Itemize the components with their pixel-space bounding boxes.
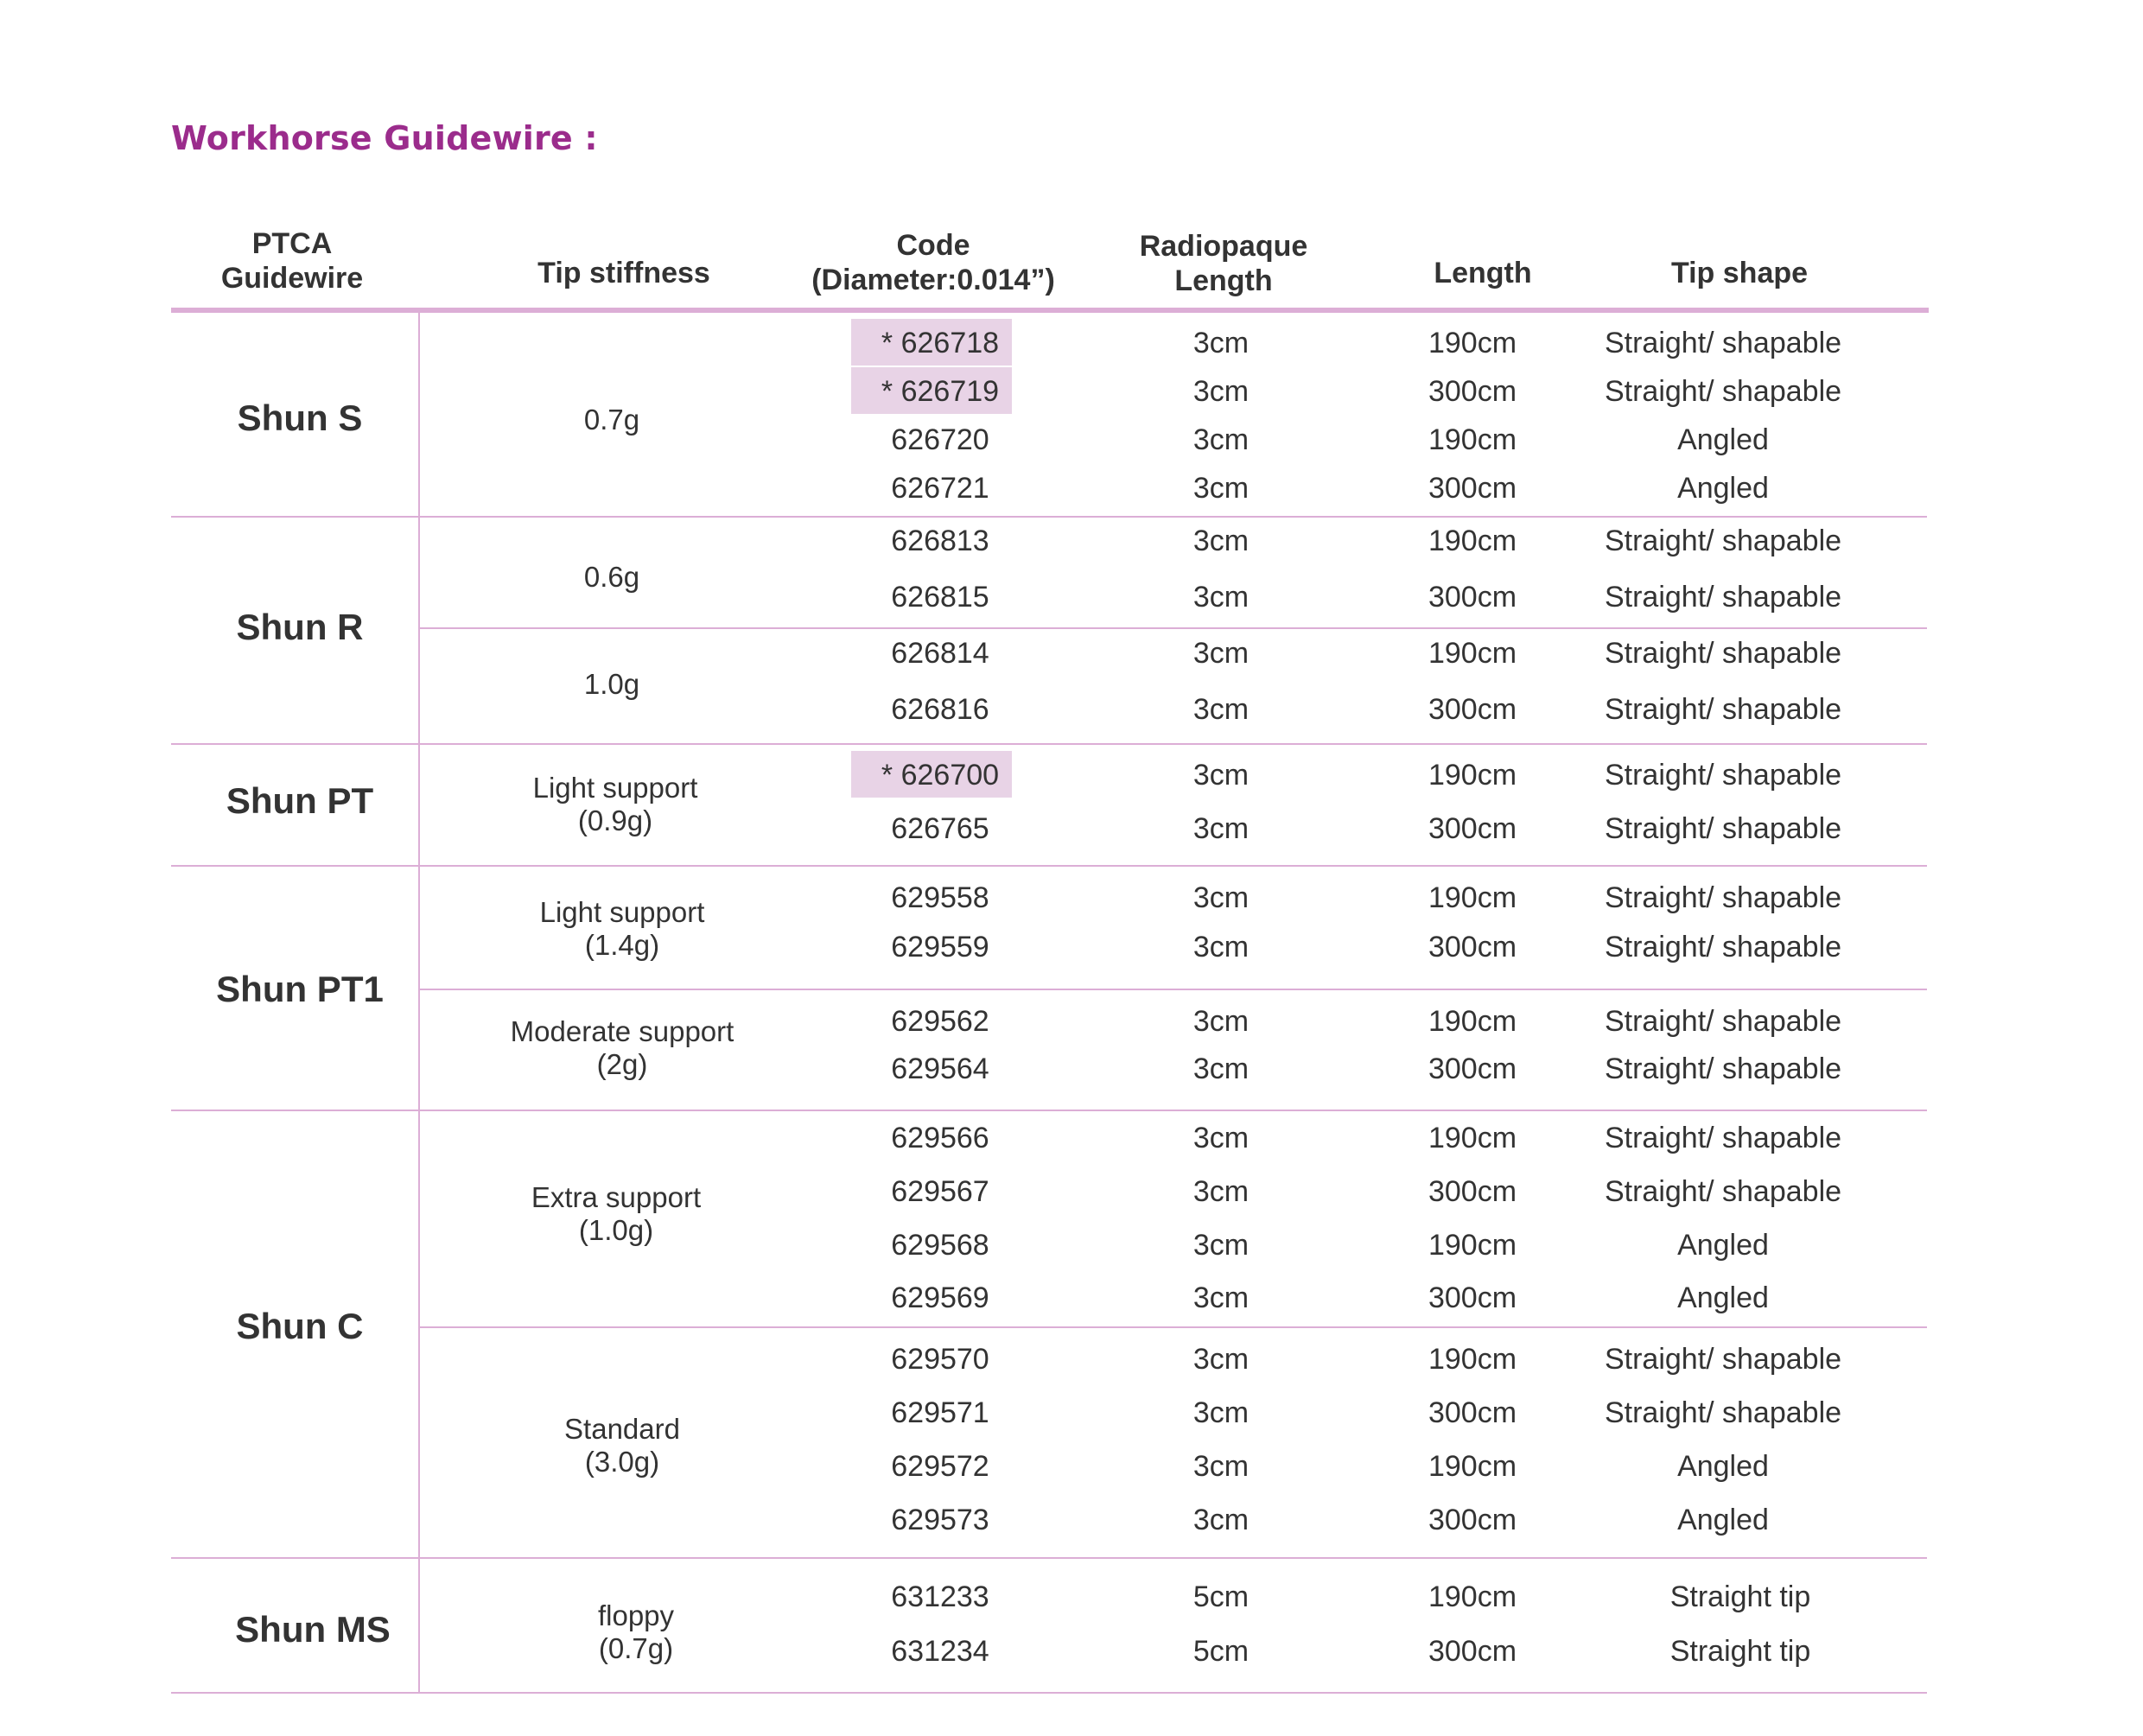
header-radio-line1: Radiopaque: [1139, 230, 1308, 263]
code-cell: 629569: [891, 1281, 989, 1314]
stiffness-line: 1.0g: [583, 668, 640, 700]
header-radio-line2: Length: [1174, 264, 1273, 297]
length-cell: 300cm: [1428, 693, 1517, 726]
tip-shape-cell: Angled: [1677, 423, 1769, 456]
radiopaque-length-cell: 3cm: [1192, 1229, 1250, 1262]
stiffness-line: (2g): [596, 1048, 648, 1080]
tip-shape-cell: Straight/ shapable: [1604, 375, 1842, 408]
code-cell: 626720: [891, 423, 989, 456]
length-cell: 300cm: [1428, 1281, 1517, 1314]
stiffness-line: Extra support: [531, 1181, 702, 1213]
length-cell: 300cm: [1428, 375, 1517, 408]
length-cell: 190cm: [1428, 1005, 1517, 1038]
tip-shape-cell: Straight/ shapable: [1604, 1175, 1842, 1208]
stiffness-line: (3.0g): [584, 1446, 660, 1478]
group-divider: [171, 516, 1927, 518]
stiffness-line: (1.0g): [578, 1214, 654, 1246]
radiopaque-length-cell: 3cm: [1192, 327, 1250, 359]
header-ptca-guidewire: [221, 226, 363, 296]
tip-shape-cell: Straight/ shapable: [1604, 1005, 1842, 1038]
code-cell: 626816: [891, 693, 989, 726]
stiffness-line: (0.7g): [598, 1632, 674, 1664]
header-ptca-line2: Guidewire: [220, 262, 364, 295]
stiffness-line: Moderate support: [510, 1015, 734, 1047]
radiopaque-length-cell: 3cm: [1192, 472, 1250, 505]
model-shun-r: Shun R: [236, 607, 364, 647]
stiffness-line: Light support: [539, 896, 705, 928]
radiopaque-length-cell: 3cm: [1192, 525, 1250, 557]
code-cell: 629567: [891, 1175, 989, 1208]
subgroup-divider: [420, 1326, 1927, 1328]
code-cell: 626721: [891, 472, 989, 505]
radiopaque-length-cell: 3cm: [1192, 637, 1250, 670]
tip-stiffness-shun-ms: [598, 1599, 674, 1665]
tip-stiffness-shun-pt1-1: [540, 896, 705, 962]
code-cell: 629558: [891, 881, 989, 914]
code-cell: * 626718: [881, 327, 1000, 359]
length-cell: 190cm: [1428, 423, 1517, 456]
tip-stiffness-shun-c-2: [564, 1413, 680, 1478]
tip-shape-cell: Straight/ shapable: [1604, 637, 1842, 670]
group-divider: [171, 743, 1927, 745]
radiopaque-length-cell: 3cm: [1192, 1396, 1250, 1429]
radiopaque-length-cell: 3cm: [1192, 1175, 1250, 1208]
group-divider: [171, 1557, 1927, 1559]
length-cell: 300cm: [1428, 1504, 1517, 1536]
stiffness-line: 0.7g: [583, 404, 640, 436]
radiopaque-length-cell: 3cm: [1192, 1450, 1250, 1483]
page-title: Workhorse Guidewire :: [171, 119, 598, 157]
tip-shape-cell: Straight/ shapable: [1604, 525, 1842, 557]
code-cell: 626813: [891, 525, 989, 557]
code-cell: 631234: [891, 1635, 989, 1668]
length-cell: 190cm: [1428, 881, 1517, 914]
stiffness-line: (1.4g): [584, 929, 660, 961]
stiffness-line: (0.9g): [577, 804, 653, 836]
radiopaque-length-cell: 3cm: [1192, 693, 1250, 726]
radiopaque-length-cell: 3cm: [1192, 423, 1250, 456]
model-shun-pt1: Shun PT1: [216, 969, 384, 1009]
tip-shape-cell: Straight/ shapable: [1604, 931, 1842, 963]
tip-shape-cell: Straight/ shapable: [1604, 1122, 1842, 1154]
tip-shape-cell: Angled: [1677, 472, 1769, 505]
length-cell: 190cm: [1428, 1229, 1517, 1262]
subgroup-divider: [420, 989, 1927, 990]
length-cell: 300cm: [1428, 472, 1517, 505]
tip-shape-cell: Straight/ shapable: [1604, 812, 1842, 845]
tip-shape-cell: Straight/ shapable: [1604, 1396, 1842, 1429]
header-length: Length: [1434, 257, 1532, 289]
code-cell: 629572: [891, 1450, 989, 1483]
code-cell: 631233: [891, 1580, 989, 1613]
header-tip-shape: Tip shape: [1670, 257, 1809, 289]
tip-shape-cell: Straight/ shapable: [1604, 881, 1842, 914]
model-shun-ms: Shun MS: [235, 1609, 391, 1650]
tip-shape-cell: Straight/ shapable: [1604, 1343, 1842, 1376]
tip-shape-cell: Straight/ shapable: [1604, 759, 1842, 792]
radiopaque-length-cell: 3cm: [1192, 1052, 1250, 1085]
tip-stiffness-shun-r-1: [584, 561, 639, 594]
code-cell: 626765: [891, 812, 989, 845]
model-shun-c: Shun C: [236, 1306, 364, 1346]
radiopaque-length-cell: 3cm: [1192, 759, 1250, 792]
length-cell: 300cm: [1428, 581, 1517, 614]
column-divider: [418, 313, 420, 1694]
length-cell: 300cm: [1428, 1635, 1517, 1668]
tip-shape-cell: Angled: [1677, 1504, 1769, 1536]
code-cell: 629573: [891, 1504, 989, 1536]
radiopaque-length-cell: 3cm: [1192, 881, 1250, 914]
tip-stiffness-shun-pt: [533, 772, 698, 837]
length-cell: 190cm: [1428, 1450, 1517, 1483]
header-tip-stiffness: Tip stiffness: [537, 257, 710, 289]
length-cell: 300cm: [1428, 812, 1517, 845]
group-divider: [171, 865, 1927, 867]
tip-shape-cell: Angled: [1677, 1450, 1769, 1483]
code-cell: 626814: [891, 637, 989, 670]
tip-shape-cell: Angled: [1677, 1229, 1769, 1262]
code-cell: 629566: [891, 1122, 989, 1154]
tip-shape-cell: Straight tip: [1669, 1580, 1811, 1613]
header-ptca-line1: PTCA: [251, 227, 333, 260]
code-cell: * 626700: [881, 759, 1000, 792]
length-cell: 190cm: [1428, 637, 1517, 670]
radiopaque-length-cell: 3cm: [1192, 1281, 1250, 1314]
tip-shape-cell: Straight/ shapable: [1604, 581, 1842, 614]
code-cell: 629571: [891, 1396, 989, 1429]
radiopaque-length-cell: 5cm: [1192, 1635, 1250, 1668]
header-radiopaque-length: [1140, 229, 1308, 298]
code-cell: 626815: [891, 581, 989, 614]
tip-shape-cell: Angled: [1677, 1281, 1769, 1314]
tip-shape-cell: Straight/ shapable: [1604, 693, 1842, 726]
tip-stiffness-shun-r-2: [584, 668, 639, 701]
radiopaque-length-cell: 5cm: [1192, 1580, 1250, 1613]
radiopaque-length-cell: 3cm: [1192, 1504, 1250, 1536]
length-cell: 300cm: [1428, 1175, 1517, 1208]
model-shun-pt: Shun PT: [226, 780, 374, 821]
radiopaque-length-cell: 3cm: [1192, 1005, 1250, 1038]
code-cell: 629564: [891, 1052, 989, 1085]
header-code-line2: (Diameter:0.014”): [811, 264, 1055, 296]
stiffness-line: 0.6g: [583, 561, 640, 593]
radiopaque-length-cell: 3cm: [1192, 1122, 1250, 1154]
tip-shape-cell: Straight/ shapable: [1604, 327, 1842, 359]
code-cell: 629568: [891, 1229, 989, 1262]
header-rule: [171, 308, 1929, 313]
code-cell: 629559: [891, 931, 989, 963]
length-cell: 300cm: [1428, 931, 1517, 963]
tip-shape-cell: Straight tip: [1669, 1635, 1811, 1668]
tip-shape-cell: Straight/ shapable: [1604, 1052, 1842, 1085]
radiopaque-length-cell: 3cm: [1192, 581, 1250, 614]
code-cell: 629562: [891, 1005, 989, 1038]
length-cell: 190cm: [1428, 327, 1517, 359]
model-shun-s: Shun S: [237, 397, 363, 438]
length-cell: 190cm: [1428, 1580, 1517, 1613]
stiffness-line: floppy: [597, 1599, 675, 1631]
tip-stiffness-shun-c-1: [531, 1181, 701, 1247]
length-cell: 190cm: [1428, 759, 1517, 792]
radiopaque-length-cell: 3cm: [1192, 812, 1250, 845]
length-cell: 190cm: [1428, 1122, 1517, 1154]
length-cell: 300cm: [1428, 1052, 1517, 1085]
radiopaque-length-cell: 3cm: [1192, 1343, 1250, 1376]
radiopaque-length-cell: 3cm: [1192, 931, 1250, 963]
code-cell: 629570: [891, 1343, 989, 1376]
code-cell: * 626719: [881, 375, 1000, 408]
length-cell: 190cm: [1428, 525, 1517, 557]
header-code: [811, 228, 1055, 297]
stiffness-line: Standard: [564, 1413, 680, 1445]
length-cell: 190cm: [1428, 1343, 1517, 1376]
tip-stiffness-shun-s: [584, 404, 639, 436]
radiopaque-length-cell: 3cm: [1192, 375, 1250, 408]
header-code-line1: Code: [896, 229, 970, 262]
group-divider: [171, 1110, 1927, 1111]
stiffness-line: Light support: [532, 772, 698, 804]
subgroup-divider: [420, 627, 1927, 629]
length-cell: 300cm: [1428, 1396, 1517, 1429]
tip-stiffness-shun-pt1-2: [511, 1015, 734, 1081]
table-bottom-rule: [171, 1692, 1927, 1694]
